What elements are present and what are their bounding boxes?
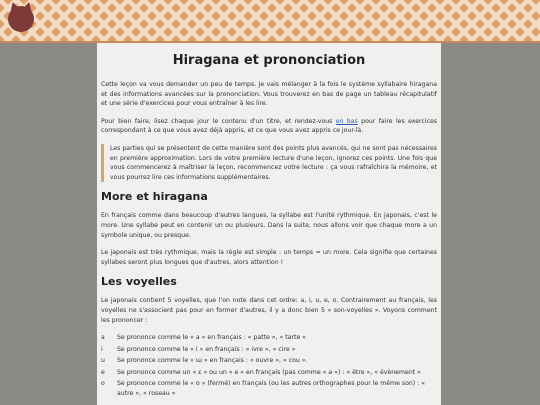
list-item bbox=[101, 356, 437, 366]
section-heading-vowels: Les voyelles bbox=[101, 275, 177, 289]
vowel-description: Se prononce comme un « ɛ » ou un « e » en français (pas comme « ə ») : « être », « évènement » bbox=[117, 368, 421, 376]
advanced-note-text: Les parties qui se présentent de cette manière sont des points plus avancés, qui ne sont pas nécessaires en première approximation. Lors de votre première lecture d'une leçon, ignorez ces points. Une fois que vous commencerez à maîtriser la leçon, recommencez votre lecture : ça vous rafraîchira la mémoire, et vous pourrez lire ces informations supplémentaires. bbox=[110, 144, 437, 181]
intro-paragraph-2-end: pour faire les exercices correspondant à ce que vous avez déjà appris, et ce que vous avez appris ce jour-là. bbox=[101, 117, 438, 135]
article-content bbox=[97, 43, 441, 405]
list-item bbox=[101, 379, 437, 398]
page-title: Hiragana et prononciation bbox=[172, 53, 366, 68]
vowel-description: Se prononce comme le « o » (fermé) en français (ou les autres orthographes pour le même son) : « autre », « roseau » bbox=[117, 380, 426, 398]
vowel-description: Se prononce comme le « ɯ » en français : « ouvre », « cou ». bbox=[117, 357, 308, 365]
list-item bbox=[101, 368, 437, 378]
list-item bbox=[101, 345, 437, 355]
vowels-paragraph: Le japonais contient 5 voyelles, que l'on note dans cet ordre: a, i, u, e, o. Contrairement au français, les voyelles ne s'associent pas pour en former d'autres, il y a donc bien 5 « son-voyelles ». Voyons comment les prononcer : bbox=[101, 297, 437, 324]
vowel-letter: u bbox=[101, 357, 105, 365]
vowel-list bbox=[101, 333, 437, 399]
site-header-banner bbox=[0, 0, 540, 43]
intro-paragraph-2-start: Pour bien faire, lisez chaque jour le contenu d'un titre, et rendez-vous bbox=[101, 117, 336, 125]
vowel-description: Se prononce comme le « i » en français : « ivre », « cire » bbox=[117, 345, 296, 353]
cat-logo-icon[interactable] bbox=[8, 6, 34, 32]
section-heading-more: More et hiragana bbox=[101, 190, 208, 204]
vowel-description: Se prononce comme le « a » en français : « patte », « tarte » bbox=[117, 334, 306, 342]
more-paragraph-2: Le japonais est très rythmique, mais la règle est simple : un temps = un more. Cela signifie que certaines syllabes seront plus longues que d'autres, alors attention ! bbox=[101, 249, 437, 266]
advanced-note bbox=[101, 144, 437, 182]
vowel-letter: i bbox=[101, 345, 103, 353]
intro-paragraph-1: Cette leçon va vous demander un peu de temps. Je vais mélanger à la fois le système syllabaire hiragana et des informations avancées sur la prononciation. Vous trouverez en bas de page un tableau récapitulatif et une série d'exercices pour vous entraîner à les lire. bbox=[101, 81, 437, 108]
vowel-letter: a bbox=[101, 334, 105, 342]
exercises-link[interactable]: en bas bbox=[335, 117, 358, 125]
vowel-letter: e bbox=[101, 368, 105, 376]
vowel-letter: o bbox=[101, 380, 105, 388]
list-item bbox=[101, 333, 437, 343]
intro-paragraph-2 bbox=[101, 117, 437, 136]
more-paragraph-1: En français comme dans beaucoup d'autres langues, la syllabe est l'unité rythmique. En japonais, c'est le more. Une syllabe peut en contenir un ou plusieurs. Dans la suite, nous allons voir que chaque more a un symbole unique, ou presque. bbox=[101, 212, 437, 239]
